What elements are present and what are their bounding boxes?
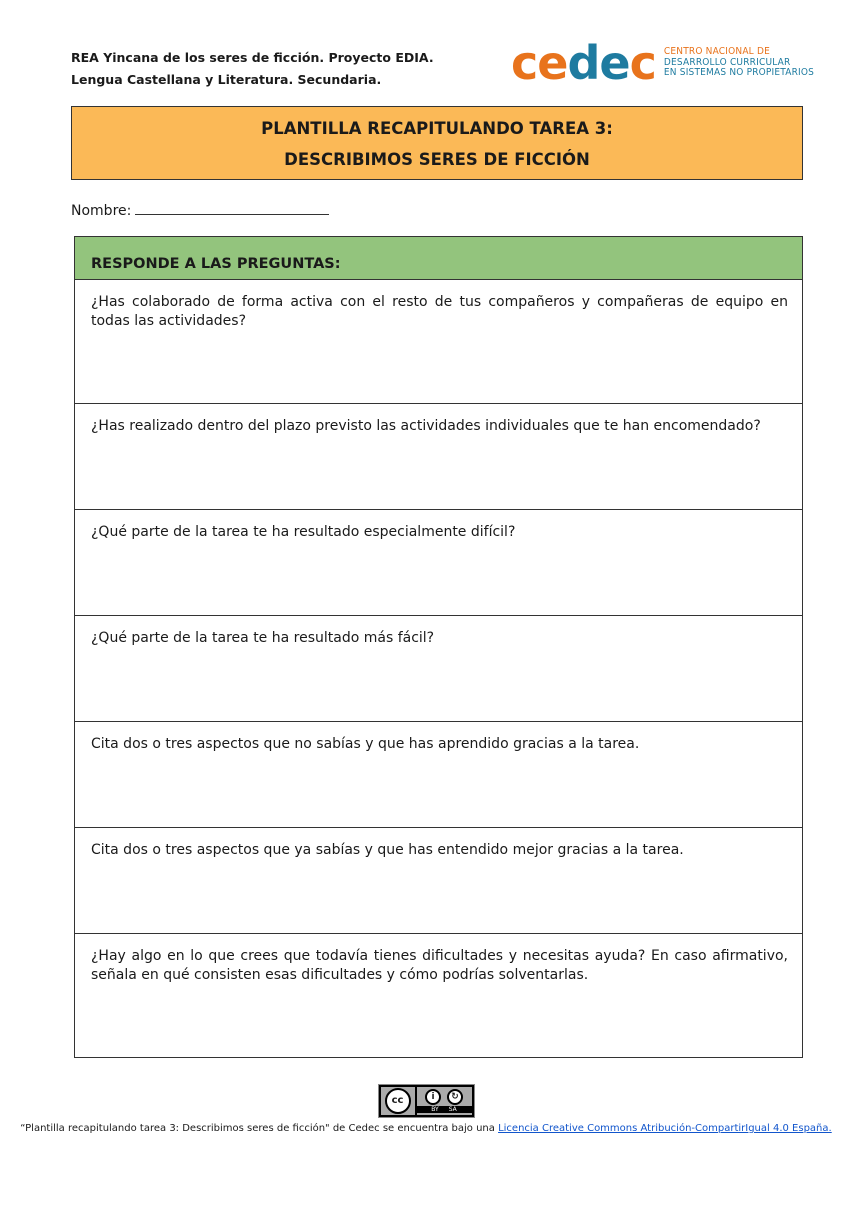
question-row[interactable] [75,828,802,934]
question-text: ¿Qué parte de la tarea te ha resultado especialmente difícil? [91,524,516,540]
question-text: Cita dos o tres aspectos que no sabías y que has aprendido gracias a la tarea. [91,736,640,752]
question-row[interactable] [75,280,802,404]
cc-license-badge[interactable] [378,1084,475,1118]
attribution-icon: i [425,1089,441,1105]
license-statement [0,1123,852,1135]
question-text: ¿Qué parte de la tarea te ha resultado más fácil? [91,630,435,646]
cedec-logo [511,36,815,90]
title-line1: PLANTILLA RECAPITULANDO TAREA 3: [261,119,613,138]
question-text: Cita dos o tres aspectos que ya sabías y que has entendido mejor gracias a la tarea. [91,842,684,858]
cc-sa-label: SA [448,1106,457,1113]
document-header [71,47,434,91]
nombre-field[interactable] [71,200,329,219]
cedec-logo-word: cedec [511,36,656,90]
license-text: “Plantilla recapitulando tarea 3: Describimos seres de ficción" de Cedec se encuentra bajo una [20,1123,499,1134]
title-box [71,106,803,180]
logo-sub-line3: EN SISTEMAS NO PROPIETARIOS [663,67,815,79]
logo-sub-line1: CENTRO NACIONAL DE [663,46,770,58]
logo-sub-line2: DESARROLLO CURRICULAR [663,56,791,68]
questions-table [74,236,803,1058]
footer [0,1084,852,1135]
cedec-logo-subtitle [664,47,814,79]
header-line-project: REA Yincana de los seres de ficción. Proyecto EDIA. [71,50,434,65]
question-text: ¿Has colaborado de forma activa con el resto de tus compañeros y compañeras de equipo en todas las actividades? [91,294,788,329]
cc-icon: cc [385,1088,411,1114]
question-row[interactable] [75,616,802,722]
nombre-blank-line[interactable] [135,200,329,215]
question-row[interactable] [75,510,802,616]
question-text: ¿Hay algo en lo que crees que todavía tienes dificultades y necesitas ayuda? En caso afirmativo, señala en qué consisten esas dificultades y cómo podrías solventarlas. [91,948,788,983]
question-text: ¿Has realizado dentro del plazo previsto las actividades individuales que te han encomendado? [91,418,761,434]
question-row[interactable] [75,934,802,1057]
header-line-subject: Lengua Castellana y Literatura. Secundaria. [71,72,382,87]
license-link[interactable]: Licencia Creative Commons Atribución-CompartirIgual 4.0 España. [498,1123,832,1134]
questions-header: RESPONDE A LAS PREGUNTAS: [75,237,802,280]
question-row[interactable] [75,722,802,828]
share-alike-icon: ↻ [447,1089,463,1105]
question-row[interactable] [75,404,802,510]
title-line2: DESCRIBIMOS SERES DE FICCIÓN [284,150,590,169]
nombre-label: Nombre: [71,203,132,219]
cc-by-label: BY [431,1106,439,1113]
